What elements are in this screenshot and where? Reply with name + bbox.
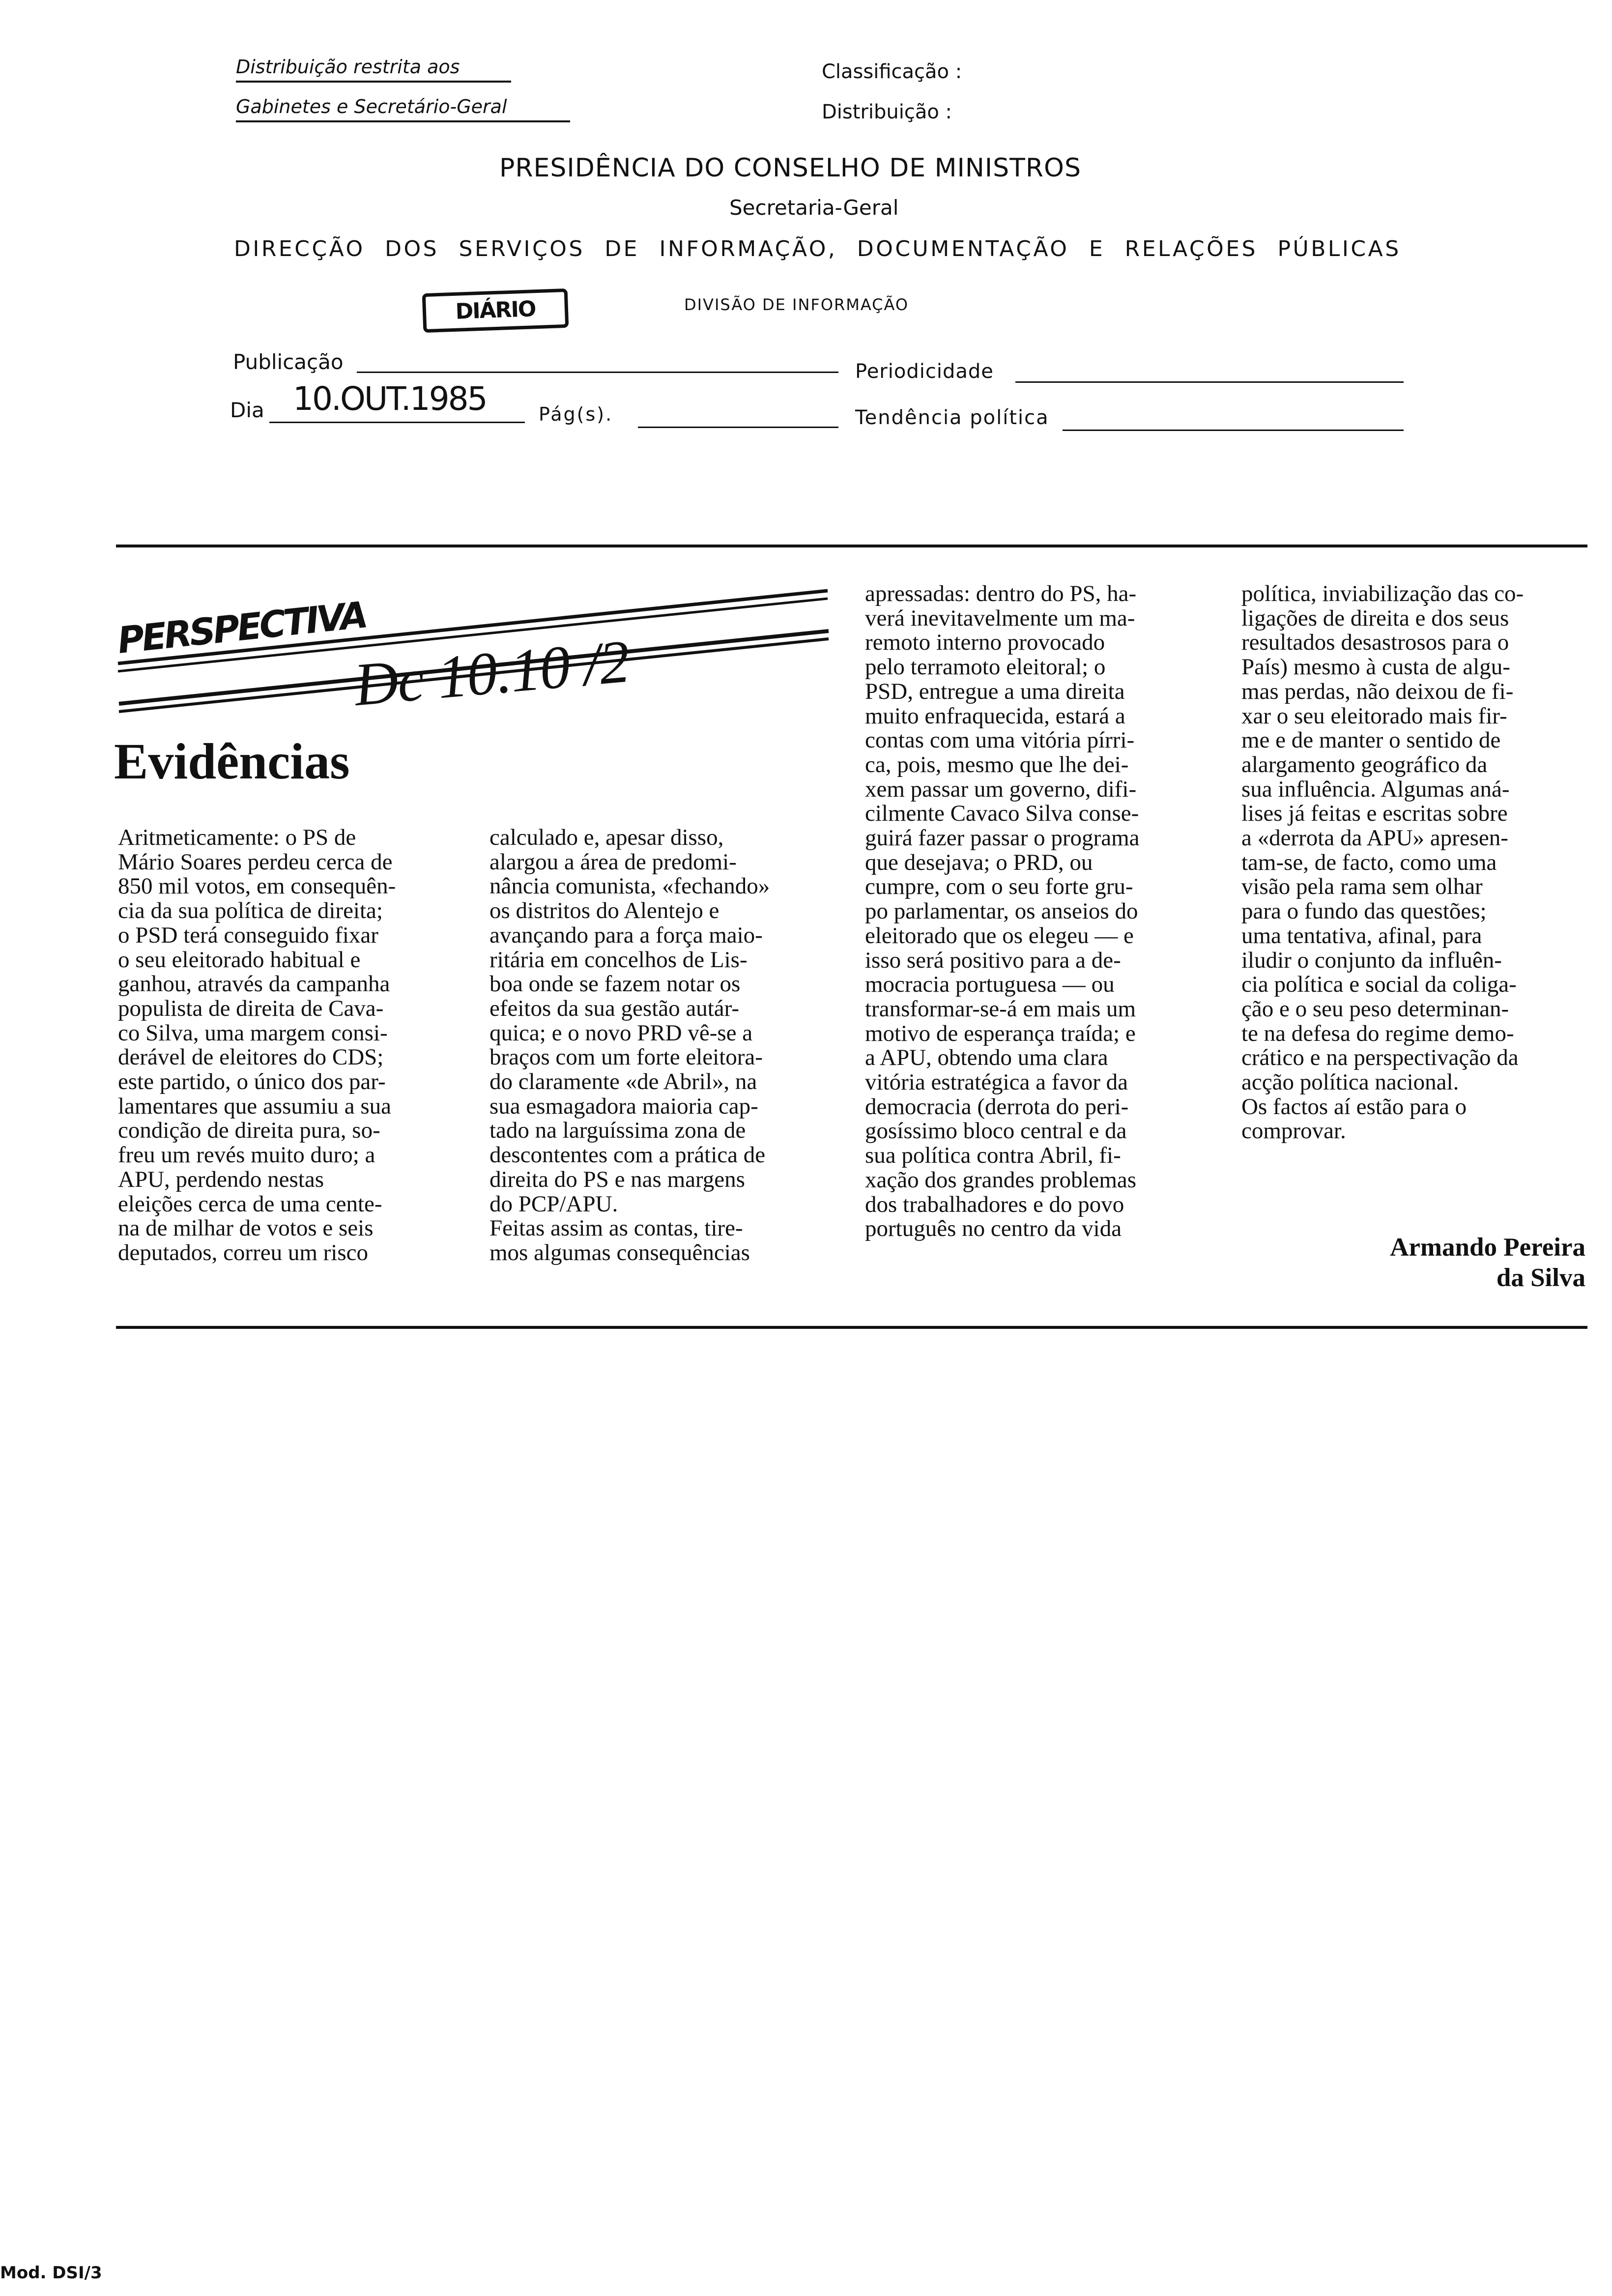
secretariat-label: Secretaria-Geral xyxy=(729,196,899,220)
article-column-3: apressadas: dentro do PS, ha- verá inevitavelmente um ma- remoto interno provocado pelo terramoto eleitoral; o PSD, entregue a uma direita muito enfraquecida, estará a contas com uma vitória pírri- ca, pois, mesmo que lhe dei- xem passar um governo, difi- cilmente Cavaco Silva conse- guirá fazer passar o programa que desejava; o PRD, ou cumpre, com o seu forte gru- po parlamentar, os anseios do eleitorado que os elegeu — e isso será positivo para a de- mocracia portuguesa — ou transformar-se-á em mais um motivo de esperança traída; e a APU, obtendo uma clara vitória estratégica a favor da democracia (derrota do peri- gosíssimo bloco central e da sua política contra Abril, fi- xação dos grandes problemas dos trabalhadores e do povo português no centro da vida xyxy=(865,581,1140,1242)
publication-label: Publicação xyxy=(233,350,344,374)
publication-field-line xyxy=(357,372,838,373)
section-label: PERSPECTIVA xyxy=(115,594,368,662)
handwritten-note: Dc 10.10 /2 xyxy=(351,627,632,719)
classification-label: Classificação : xyxy=(822,60,962,83)
directorate-label: DIRECÇÃO DOS SERVIÇOS DE INFORMAÇÃO, DOCUMENTAÇÃO E RELAÇÕES PÚBLICAS xyxy=(234,236,1401,261)
division-label: DIVISÃO DE INFORMAÇÃO xyxy=(684,295,909,314)
author-name-line2: da Silva xyxy=(1496,1263,1585,1292)
tendency-field-line xyxy=(1063,430,1404,431)
article-headline: Evidências xyxy=(114,733,350,790)
day-field-line xyxy=(269,422,525,423)
distribution-label: Distribuição : xyxy=(822,101,952,123)
article-column-4: política, inviabilização das co- ligações de direita e dos seus resultados desastrosos para o País) mesmo à custa de algu- mas perdas, não deixou de fi- xar o seu eleitorado mais fir- me e de manter o sentido de alargamento geográfico da sua influência. Algumas aná- lises já feitas e escritas sobre a «derrota da APU» apresen- tam-se, de facto, como uma visão pela rama sem olhar para o fundo das questões; uma tentativa, afinal, para iludir o conjunto da influên- cia política e social da coliga- ção e o seu peso determinan- te na defesa do regime demo- crático e na perspectivação da acção política nacional. Os factos aí estão para o comprovar. xyxy=(1241,581,1524,1144)
day-value: 10.OUT.1985 xyxy=(293,380,487,418)
article-column-2: calculado e, apesar disso, alargou a área de predomi- nância comunista, «fechando» os distritos do Alentejo e avançando para a força maio- ritária em concelhos de Lis- boa onde se fazem notar os efeitos da sua gestão autár- quica; e o novo PRD vê-se a braços com um forte eleitora- do claramente «de Abril», na sua esmagadora maioria cap- tado na larguíssima zona de descontentes com a prática de direita do PS e nas margens do PCP/APU. Feitas assim as contas, tire- mos algumas consequências xyxy=(489,825,770,1265)
model-code: Mod. DSI/3 xyxy=(0,2263,102,2283)
periodicity-field-line xyxy=(1015,381,1404,383)
organization-title: PRESIDÊNCIA DO CONSELHO DE MINISTROS xyxy=(499,153,1081,183)
distribution-restriction-line2: Gabinetes e Secretário-Geral xyxy=(236,95,570,122)
article-column-1: Aritmeticamente: o PS de Mário Soares perdeu cerca de 850 mil votos, em consequên- cia da sua política de direita; o PSD terá conseguido fixar o seu eleitorado habitual e ganhou, através da campanha populista de direita de Cava- co Silva, uma margem consi- derável de eleitores do CDS; este partido, o único dos par- lamentares que assumiu a sua condição de direita pura, so- freu um revés muito duro; a APU, perdendo nestas eleições cerca de uma cente- na de milhar de votos e seis deputados, correu um risco xyxy=(118,825,396,1265)
periodicity-label: Periodicidade xyxy=(855,360,994,383)
article-top-rule xyxy=(116,545,1587,547)
tendency-label: Tendência política xyxy=(855,406,1049,429)
pages-label: Pág(s). xyxy=(539,403,613,425)
day-label: Dia xyxy=(230,398,264,422)
pages-field-line xyxy=(638,427,838,428)
author-name-line1: Armando Pereira xyxy=(1390,1233,1585,1262)
diario-stamp: DIÁRIO xyxy=(422,288,569,333)
distribution-restriction-line1: Distribuição restrita aos xyxy=(236,55,511,83)
article-bottom-rule xyxy=(116,1326,1587,1329)
